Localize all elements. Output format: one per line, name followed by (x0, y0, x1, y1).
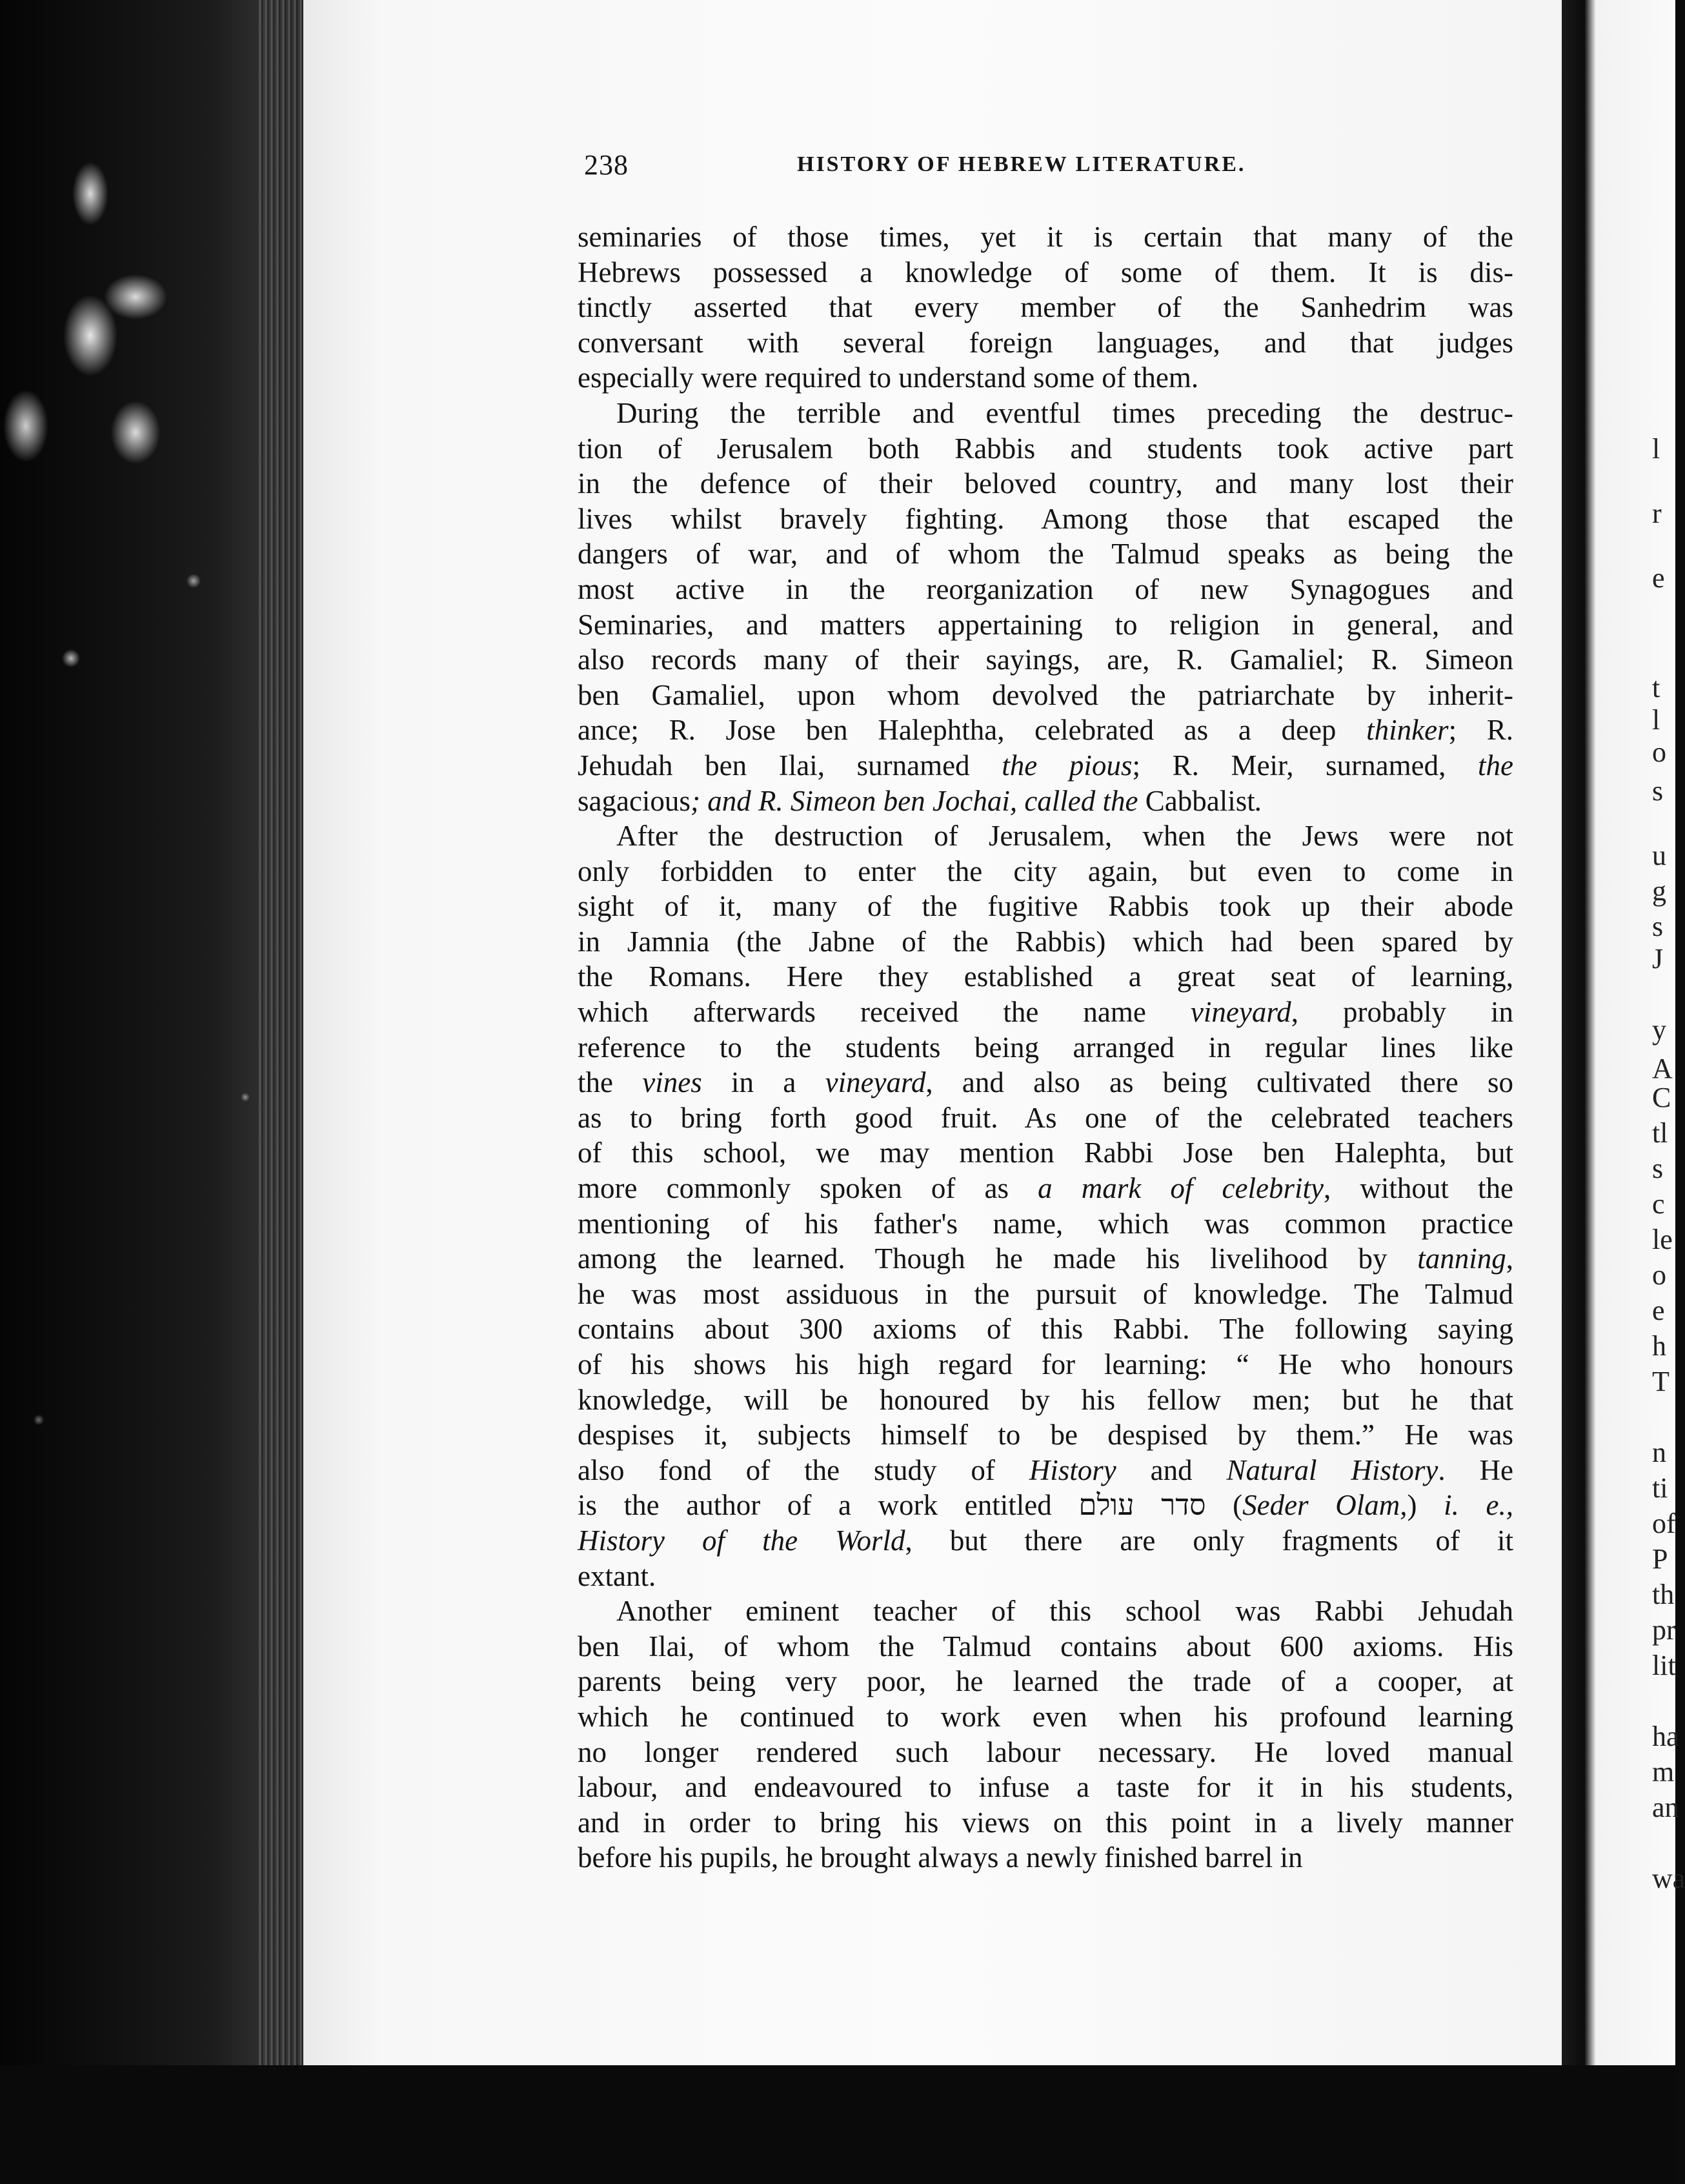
text-line: mentioning of his father's name, which was common practice (578, 1207, 1513, 1240)
text-line: as to bring forth good fruit. As one of the celebrated teachers (578, 1101, 1513, 1134)
facing-page-fragment: y (1652, 1014, 1666, 1046)
text-line: most active in the reorganization of new Synagogues and (578, 572, 1513, 605)
italic-text: vineyard (825, 1066, 926, 1099)
text-line: lives whilst bravely fighting. Among those that escaped the (578, 502, 1513, 535)
facing-page-fragment: le (1652, 1224, 1673, 1255)
facing-page-fragment: m (1652, 1756, 1675, 1788)
text-line: among the learned. Though he made his livelihood by tanning, (578, 1242, 1513, 1275)
facing-page-fragment: h (1652, 1330, 1666, 1362)
running-title: HISTORY OF HEBREW LITERATURE. (797, 152, 1246, 176)
text-line: despises it, subjects himself to be despised by them.” He was (578, 1419, 1513, 1451)
text-line: ben Gamaliel, upon whom devolved the patriarchate by inherit- (578, 678, 1513, 711)
italic-text: i. e., (1444, 1489, 1513, 1522)
text-line: labour, and endeavoured to infuse a taste for it in his students, (578, 1771, 1513, 1804)
paragraph (578, 219, 1513, 396)
text-line: contains about 300 axioms of this Rabbi. The following saying (578, 1313, 1513, 1346)
text-line: extant. (578, 1559, 656, 1592)
text-line: History of the World, but there are only fragments of it (578, 1524, 1513, 1557)
facing-page-fragment: P (1652, 1543, 1668, 1575)
text-line: reference to the students being arranged in regular lines like (578, 1031, 1513, 1064)
text-line: Jehudah ben Ilai, surnamed the pious; R. Meir, surnamed, the (578, 749, 1514, 782)
text-line: in Jamnia (the Jabne of the Rabbis) which had been spared by (578, 925, 1513, 958)
text-line: also fond of the study of History and Natural History. He (578, 1453, 1513, 1486)
italic-text: the (1478, 749, 1514, 782)
text-line: parents being very poor, he learned the trade of a cooper, at (578, 1665, 1513, 1698)
facing-page-fragments (1652, 0, 1685, 2065)
facing-page-fragment: C (1652, 1082, 1671, 1113)
facing-page-fragment: th (1652, 1579, 1675, 1610)
text-line: sight of it, many of the fugitive Rabbis took up their abode (578, 890, 1513, 923)
italic-text: ; and R. Simeon ben Jochai, called the (690, 784, 1145, 817)
facing-page-fragment: wa (1652, 1863, 1685, 1894)
facing-page-fragment: of (1652, 1508, 1676, 1539)
italic-text: History of the World (578, 1524, 905, 1557)
facing-page-fragment: s (1652, 775, 1664, 807)
paragraph (578, 1593, 1513, 1876)
text-line: ance; R. Jose ben Halephtha, celebrated as a deep thinker; R. (578, 714, 1513, 747)
text-line: the vines in a vineyard, and also as being cultivated there so (578, 1066, 1513, 1099)
facing-page-fragment: r (1652, 498, 1662, 529)
scan-bottom-border (0, 2065, 1675, 2184)
text-line: also records many of their sayings, are, R. Gamaliel; R. Simeon (578, 643, 1513, 676)
text-line: the Romans. Here they established a great seat of learning, (578, 960, 1513, 993)
facing-page-fragment: an (1652, 1792, 1679, 1823)
italic-text: Natural History (1226, 1453, 1438, 1486)
text-line: tinctly asserted that every member of the Sanhedrim was (578, 291, 1513, 324)
text-line: only forbidden to enter the city again, but even to come in (578, 854, 1513, 887)
body-text (578, 219, 1513, 1876)
text-line: of this school, we may mention Rabbi Jose ben Halephta, but (578, 1137, 1513, 1169)
text-line: of his shows his high regard for learning: “ He who honours (578, 1348, 1513, 1380)
facing-page-fragment: pr (1652, 1614, 1676, 1646)
text-line: and in order to bring his views on this point in a lively manner (578, 1806, 1513, 1839)
text-line: Seminaries, and matters appertaining to religion in general, and (578, 608, 1513, 641)
page-stack-edge (258, 0, 303, 2184)
text-line: conversant with several foreign languages, and that judges (578, 326, 1513, 359)
text-line: no longer rendered such labour necessary. He loved manual (578, 1735, 1513, 1768)
text-line: tion of Jerusalem both Rabbis and students took active part (578, 432, 1513, 465)
facing-page-fragment: e (1652, 1295, 1665, 1326)
italic-text: thinker (1366, 714, 1449, 747)
facing-page-fragment: o (1652, 736, 1666, 768)
text-line: which afterwards received the name vineyard, probably in (578, 996, 1513, 1029)
paragraph (578, 818, 1513, 1593)
facing-page-fragment: t (1652, 672, 1660, 703)
facing-page-fragment: J (1652, 943, 1664, 975)
text-line: especially were required to understand some of them. (578, 361, 1199, 394)
facing-page-fragment: lit (1652, 1650, 1676, 1681)
text-line: dangers of war, and of whom the Talmud speaks as being the (578, 538, 1513, 571)
text-line: Hebrews possessed a knowledge of some of them. It is dis- (578, 256, 1513, 288)
facing-page-fragment: ha (1652, 1721, 1679, 1752)
facing-page-fragment: T (1652, 1366, 1670, 1397)
text-line: During the terrible and eventful times preceding the destruc- (616, 396, 1513, 429)
facing-page-fragment: e (1652, 562, 1665, 594)
italic-text: vines (642, 1066, 702, 1099)
facing-page-fragment: l (1652, 433, 1660, 465)
facing-page-fragment: c (1652, 1188, 1665, 1220)
text-line: After the destruction of Jerusalem, when the Jews were not (616, 820, 1513, 853)
facing-page-fragment: l (1652, 704, 1660, 736)
text-line: Another eminent teacher of this school was Rabbi Jehudah (616, 1595, 1513, 1628)
facing-page-fragment: o (1652, 1259, 1666, 1291)
italic-text: vineyard (1190, 996, 1291, 1029)
facing-page-fragment: s (1652, 911, 1664, 942)
italic-text: Seder Olam, (1242, 1489, 1408, 1522)
text-line: more commonly spoken of as a mark of celebrity, without the (578, 1172, 1513, 1205)
text-line: which he continued to work even when his profound learning (578, 1700, 1513, 1733)
text-line: ben Ilai, of whom the Talmud contains about 600 axioms. His (578, 1630, 1513, 1663)
italic-text: tanning (1417, 1242, 1506, 1275)
facing-page-fragment: A (1652, 1053, 1673, 1084)
text-line: sagacious; and R. Simeon ben Jochai, called the Cabbalist. (578, 784, 1262, 817)
facing-page-fragment: s (1652, 1153, 1664, 1184)
italic-text: . (1255, 784, 1262, 817)
running-header (584, 148, 1313, 187)
page-number: 238 (584, 149, 629, 181)
facing-page-fragment: tl (1652, 1117, 1668, 1149)
text-line: in the defence of their beloved country, and many lost their (578, 467, 1513, 500)
text-line: is the author of a work entitled סדר עולם (Seder Olam,) i. e., (578, 1489, 1513, 1522)
text-line: he was most assiduous in the pursuit of knowledge. The Talmud (578, 1277, 1513, 1310)
italic-text: the pious (1002, 749, 1133, 782)
facing-page-fragment: n (1652, 1437, 1666, 1468)
italic-text: a mark of celebrity (1038, 1172, 1324, 1205)
text-line: knowledge, will be honoured by his fellow men; but he that (578, 1383, 1513, 1416)
facing-page-fragment: u (1652, 840, 1666, 871)
paragraph (578, 396, 1513, 818)
text-line: seminaries of those times, yet it is certain that many of the (578, 221, 1513, 253)
facing-page-fragment: ti (1652, 1472, 1668, 1504)
facing-page-fragment: g (1652, 875, 1666, 907)
text-line: before his pupils, he brought always a newly finished barrel in (578, 1841, 1303, 1874)
italic-text: History (1029, 1453, 1116, 1486)
